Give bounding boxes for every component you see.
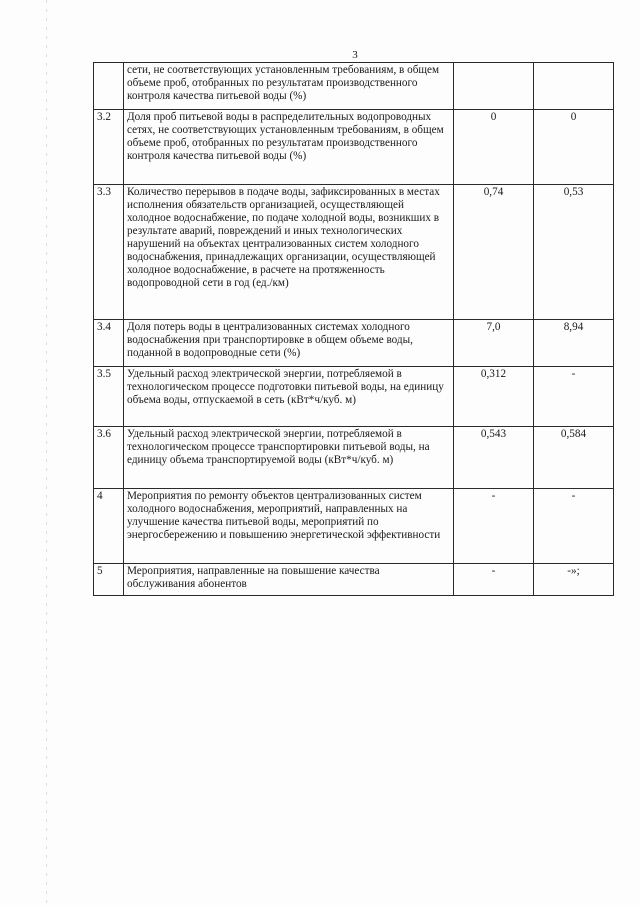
row-description: Доля проб питьевой воды в распределительных водопроводных сетях, не соответствующих установленным требованиям, в общем объеме проб, отобранных по результатам производственного контроля качества питьевой воды (%) — [124, 110, 454, 185]
row-description: Доля потерь воды в централизованных системах холодного водоснабжения при транспортировке в общем объеме воды, поданной в водопроводные сети (%) — [124, 320, 454, 367]
row-value-1: 7,0 — [454, 320, 534, 367]
table-row — [94, 185, 614, 320]
row-value-2: 0,584 — [534, 427, 614, 489]
row-value-2 — [534, 63, 614, 110]
row-number: 3.4 — [94, 320, 124, 367]
row-number — [94, 63, 124, 110]
row-description: Удельный расход электрической энергии, потребляемой в технологическом процессе подготовки питьевой воды, на единицу объема воды, отпускаемой в сеть (кВт*ч/куб. м) — [124, 367, 454, 427]
row-value-1: 0,74 — [454, 185, 534, 320]
row-value-1: 0,312 — [454, 367, 534, 427]
row-value-1: - — [454, 564, 534, 596]
page-number: 3 — [352, 49, 358, 61]
table-row — [94, 110, 614, 185]
row-number: 5 — [94, 564, 124, 596]
row-number: 4 — [94, 489, 124, 564]
row-value-2: 8,94 — [534, 320, 614, 367]
row-description: Мероприятия, направленные на повышение качества обслуживания абонентов — [124, 564, 454, 596]
scan-edge-mark — [46, 0, 47, 905]
row-description: Удельный расход электрической энергии, потребляемой в технологическом процессе транспортировки питьевой воды, на единицу объема транспортируемой воды (кВт*ч/куб. м) — [124, 427, 454, 489]
row-value-2: 0,53 — [534, 185, 614, 320]
row-number: 3.5 — [94, 367, 124, 427]
row-value-2: 0 — [534, 110, 614, 185]
row-value-1: 0 — [454, 110, 534, 185]
row-number: 3.3 — [94, 185, 124, 320]
row-value-2: - — [534, 489, 614, 564]
table-row — [94, 320, 614, 367]
table-row — [94, 367, 614, 427]
row-description: сети, не соответствующих установленным требованиям, в общем объеме проб, отобранных по результатам производственного контроля качества питьевой воды (%) — [124, 63, 454, 110]
row-value-1: - — [454, 489, 534, 564]
row-value-1 — [454, 63, 534, 110]
indicators-table — [93, 62, 614, 596]
table-row — [94, 564, 614, 596]
row-value-1: 0,543 — [454, 427, 534, 489]
table-row — [94, 63, 614, 110]
row-value-2: -»; — [534, 564, 614, 596]
table-row — [94, 489, 614, 564]
row-description: Мероприятия по ремонту объектов централизованных систем холодного водоснабжения, мероприятий, направленных на улучшение качества питьевой воды, мероприятий по энергосбережению и повышению энергетической эффективности — [124, 489, 454, 564]
row-value-2: - — [534, 367, 614, 427]
row-description: Количество перерывов в подаче воды, зафиксированных в местах исполнения обязательств организацией, осуществляющей холодное водоснабжение, по подаче холодной воды, возникших в результате аварий, повреждений и иных технологических нарушений на объектах централизованных систем холодного водоснабжения, принадлежащих организации, осуществляющей холодное водоснабжение, в расчете на протяженность водопроводной сети в год (ед./км) — [124, 185, 454, 320]
row-number: 3.2 — [94, 110, 124, 185]
table-row — [94, 427, 614, 489]
row-number: 3.6 — [94, 427, 124, 489]
